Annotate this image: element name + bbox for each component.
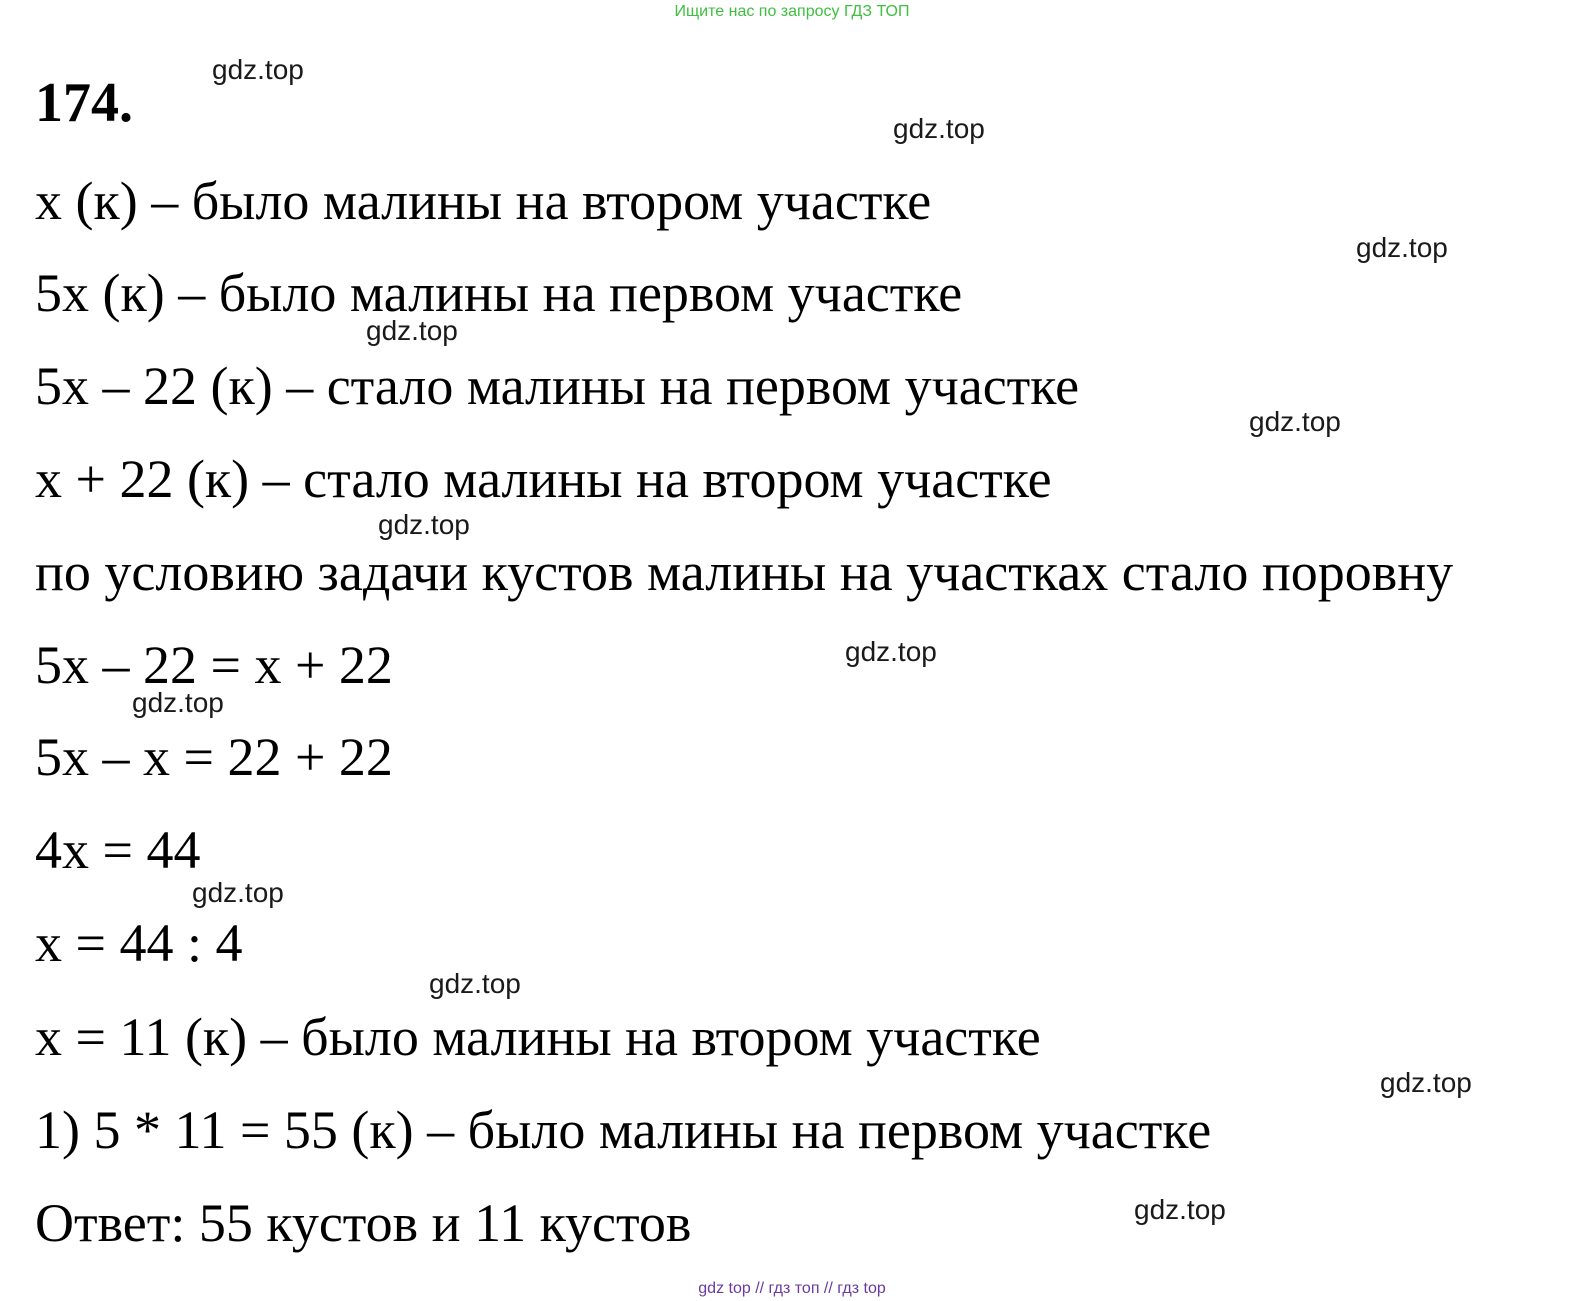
solution-line-2: 5x (к) – было малины на первом участке xyxy=(35,263,963,323)
watermark: gdz.top xyxy=(893,113,985,144)
solution-line-4: x + 22 (к) – стало малины на втором участке xyxy=(35,449,1052,509)
solution-line-10: x = 11 (к) – было малины на втором участке xyxy=(35,1007,1041,1067)
watermark: gdz.top xyxy=(845,636,937,667)
answer-line: Ответ: 55 кустов и 11 кустов xyxy=(35,1193,692,1253)
solution-line-1: x (к) – было малины на втором участке xyxy=(35,171,932,231)
watermark: gdz.top xyxy=(212,54,304,85)
watermark: gdz.top xyxy=(378,509,470,540)
solution-line-6: 5x – 22 = x + 22 xyxy=(35,635,393,695)
solution-line-11: 1) 5 * 11 = 55 (к) – было малины на первом участке xyxy=(35,1100,1212,1160)
watermark: gdz.top xyxy=(1380,1067,1472,1098)
watermark: gdz.top xyxy=(366,315,458,346)
watermark: gdz.top xyxy=(1249,406,1341,437)
watermark: gdz.top xyxy=(132,687,224,718)
footer-watermark: gdz top // гдз топ // гдз top xyxy=(698,1280,886,1297)
top-banner: Ищите нас по запросу ГДЗ ТОП xyxy=(674,3,910,20)
solution-line-7: 5x – x = 22 + 22 xyxy=(35,727,393,787)
task-number: 174. xyxy=(35,72,133,134)
watermark: gdz.top xyxy=(1134,1194,1226,1225)
watermark: gdz.top xyxy=(429,968,521,999)
watermark: gdz.top xyxy=(1356,232,1448,263)
watermark: gdz.top xyxy=(192,877,284,908)
solution-line-9: x = 44 : 4 xyxy=(35,913,243,973)
solution-line-8: 4x = 44 xyxy=(35,820,201,880)
solution-line-5: по условию задачи кустов малины на участках стало поровну xyxy=(35,542,1454,602)
solution-line-3: 5x – 22 (к) – стало малины на первом участке xyxy=(35,356,1080,416)
